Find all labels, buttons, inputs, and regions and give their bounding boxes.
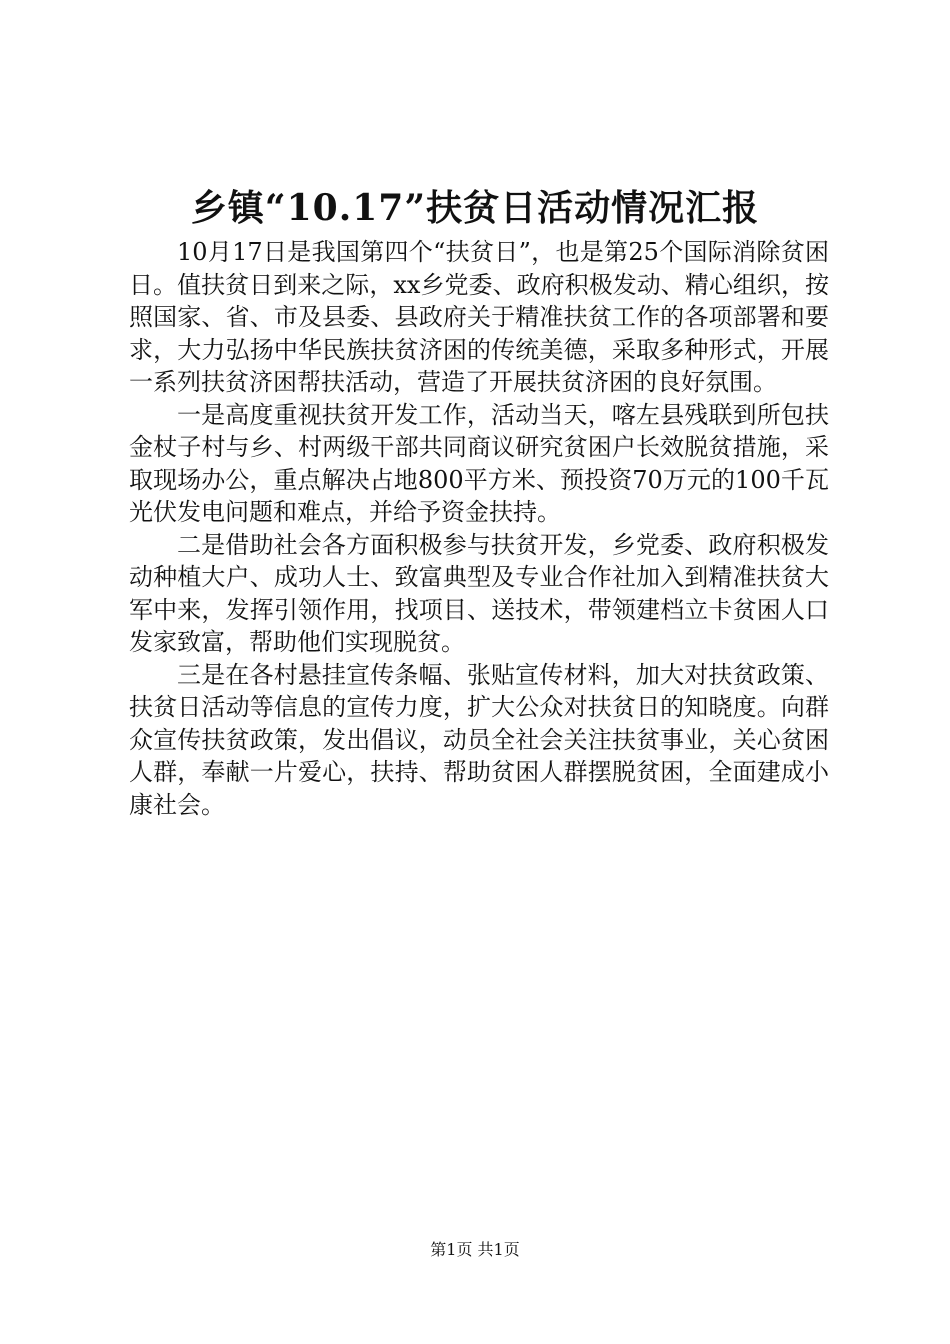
document-body	[129, 236, 829, 821]
page-number-footer: 第1页 共1页	[430, 1240, 520, 1259]
paragraph-point-one: 一是高度重视扶贫开发工作，活动当天，喀左县残联到所包扶金杖子村与乡、村两级干部共同商议研究贫困户长效脱贫措施，采取现场办公，重点解决占地800平方米、预投资70万元的100千瓦光伏发电问题和难点，并给予资金扶持。	[129, 400, 829, 526]
paragraph-intro: 10月17日是我国第四个“扶贫日”，也是第25个国际消除贫困日。值扶贫日到来之际，xx乡党委、政府积极发动、精心组织，按照国家、省、市及县委、县政府关于精准扶贫工作的各项部署和要求，大力弘扬中华民族扶贫济困的传统美德，采取多种形式，开展一系列扶贫济困帮扶活动，营造了开展扶贫济困的良好氛围。	[129, 238, 829, 396]
document-title: 乡镇“10.17”扶贫日活动情况汇报	[190, 187, 760, 229]
paragraph-point-two: 二是借助社会各方面积极参与扶贫开发，乡党委、政府积极发动种植大户、成功人士、致富典型及专业合作社加入到精准扶贫大军中来，发挥引领作用，找项目、送技术，带领建档立卡贫困人口发家致富，帮助他们实现脱贫。	[129, 530, 829, 656]
paragraph-point-three: 三是在各村悬挂宣传条幅、张贴宣传材料，加大对扶贫政策、扶贫日活动等信息的宣传力度，扩大公众对扶贫日的知晓度。向群众宣传扶贫政策，发出倡议，动员全社会关注扶贫事业，关心贫困人群，奉献一片爱心，扶持、帮助贫困人群摆脱贫困，全面建成小康社会。	[129, 660, 829, 819]
